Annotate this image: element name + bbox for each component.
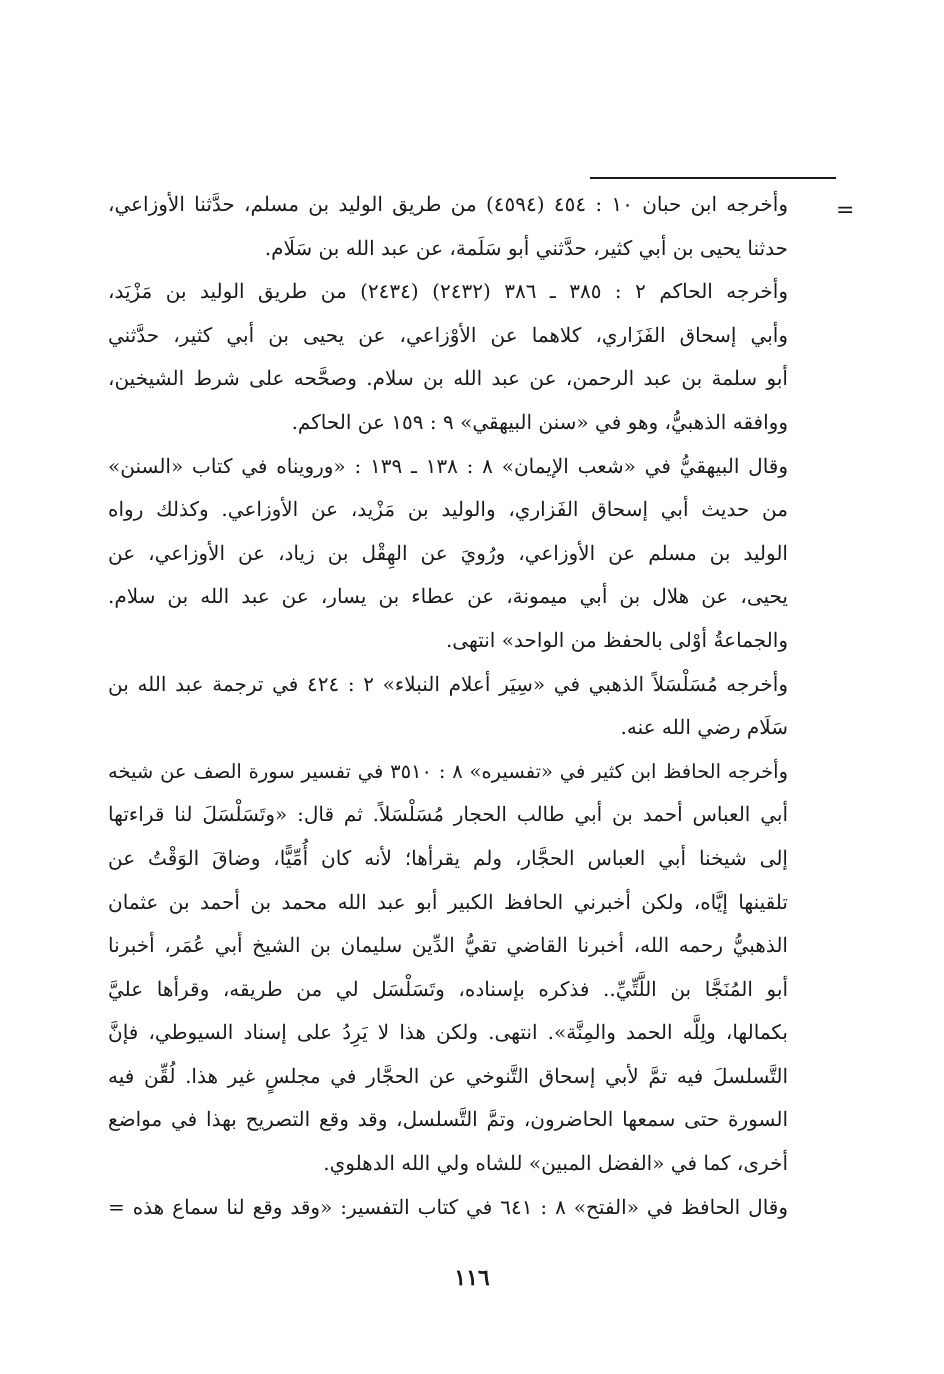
footnote-line: وأبي إسحاق الفَزَاري، كلاهما عن الأوْزاعي، عن يحيى بن أبي كثير، حدَّثني — [108, 322, 788, 347]
page-number: ١١٦ — [454, 1265, 490, 1291]
footnote-line: الوليد بن مسلم عن الأوزاعي، ورُويَ عن الهِقْل بن زياد، عن الأوزاعي، عن — [108, 540, 788, 565]
footnote-line: والجماعةُ أوْلى بالحفظ من الواحد» انتهى. — [445, 627, 788, 652]
footnote-line: وأخرجه الحافظ ابن كثير في «تفسيره» ٨ : ٣٥١٠ في تفسير سورة الصف عن شيخه — [108, 759, 788, 783]
footnote-line: أبي العباس أحمد بن أبي طالب الحجار مُسَلْسَلاً. ثم قال: «وتَسَلْسَلَ لنا قراءتها — [108, 802, 788, 827]
footnote-line: يحيى، عن هلال بن أبي ميمونة، عن عطاء بن يسار، عن عبد الله بن سلام. — [108, 584, 788, 609]
footnote-line: التَّسلسلَ فيه تمَّ لأبي إسحاق التَّنوخي عن الحجَّار في مجلسٍ غير هذا. لُقِّن فيه — [108, 1063, 788, 1088]
footnote-line: من حديث أبي إسحاق الفَزاري، والوليد بن مَزْيد، عن الأوزاعي. وكذلك رواه — [108, 497, 788, 522]
footnote-line: أخرى، كما في «الفضل المبين» للشاه ولي الله الدهلوي. — [323, 1151, 788, 1176]
footnote-line: أبو المُنَجَّا بن اللَّتِّيِّ.. فذكره بإسناده، وتَسَلْسَل لي من طريقه، وقرأها عليَّ — [108, 976, 788, 1001]
footnote-line: وقال البيهقيُّ في «شعب الإيمان» ٨ : ١٣٨ ـ ١٣٩ : «ورويناه في كتاب «السنن» — [108, 453, 789, 478]
footnote-line: وقال الحافظ في «الفتح» ٨ : ٦٤١ في كتاب التفسير: «وقد وقع لنا سماع هذه = — [108, 1194, 789, 1219]
footnote-line: وأخرجه ابن حبان ١٠ : ٤٥٤ (٤٥٩٤) من طريق الوليد بن مسلم، حدَّثنا الأوزاعي، — [108, 192, 789, 216]
footnote-line: السورة حتى سمعها الحاضرون، وتمَّ التَّسلسل، وقد وقع التصريح بهذا في مواضع — [108, 1107, 788, 1132]
footnote-line: إلى شيخنا أبي العباس الحجَّار، ولم يقرأها؛ لأنه كان أُمِّيًّا، وضاقَ الوَقْتُ عن — [108, 845, 788, 870]
footnote-line: حدثنا يحيى بن أبي كثير، حدَّثني أبو سَلَمة، عن عبد الله بن سَلَام. — [264, 235, 788, 260]
footnote-line: وأخرجه الحاكم ٢ : ٣٨٥ ـ ٣٨٦ (٢٤٣٢) (٢٤٣٤) من طريق الوليد بن مَزْيَد، — [108, 279, 789, 304]
footnote-line: وأخرجه مُسَلْسَلاً الذهبي في «سِيَر أعلام النبلاء» ٢ : ٤٢٤ في ترجمة عبد الله بن — [108, 671, 789, 696]
footnote-separator-rule — [590, 177, 836, 179]
footnote-line: بكمالها، ولِلَّه الحمد والمِنَّة». انتهى. ولكن هذا لا يَرِدُ على إسناد السيوطي، فإنَّ — [108, 1020, 788, 1045]
footnote-line: الذهبيُّ رحمه الله، أخبرنا القاضي تقيُّ الدِّين سليمان بن الشيخ أبي عُمَر، أخبرنا — [108, 933, 788, 958]
continuation-mark: = — [836, 198, 855, 223]
footnote-line: ووافقه الذهبيُّ، وهو في «سنن البيهقي» ٩ : ١٥٩ عن الحاكم. — [291, 409, 788, 434]
footnote-line: سَلَام رضي الله عنه. — [620, 715, 788, 740]
footnote-line: تلقينها إيَّاه، ولكن أخبرني الحافظ الكبير أبو عبد الله محمد بن أحمد بن عثمان — [108, 889, 788, 914]
footnote-text-block — [108, 192, 788, 1238]
footnote-line: أبو سلمة بن عبد الرحمن، عن عبد الله بن سلام. وصحَّحه على شرط الشيخين، — [108, 366, 788, 391]
